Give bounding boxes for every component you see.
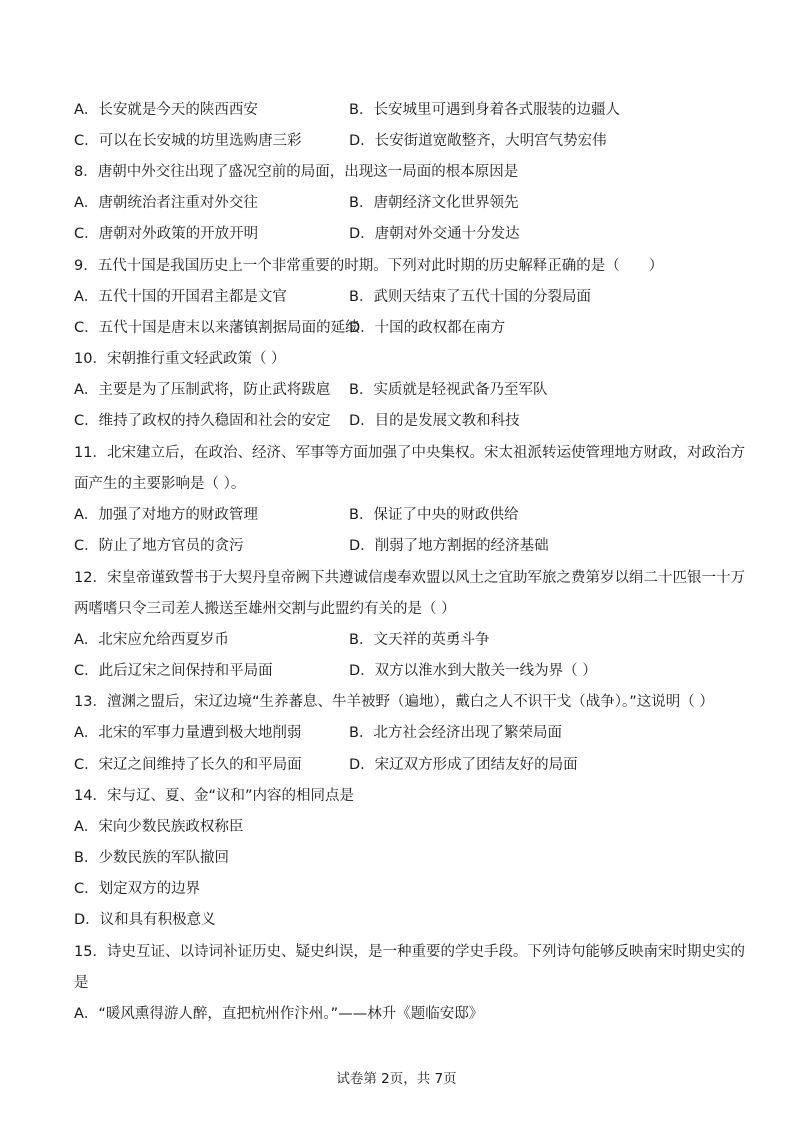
answer-option: B．保证了中央的财政供给	[349, 507, 519, 523]
answer-option: B．北方社会经济出现了繁荣局面	[349, 725, 562, 741]
text-line: 9．五代十国是我国历史上一个非常重要的时期。下列对此时期的历史解释正确的是（ ）	[74, 258, 664, 274]
answer-option: A．北宋应允给西夏岁币	[74, 632, 229, 648]
answer-option: A．北宋的军事力量遭到极大地削弱	[74, 725, 302, 741]
page-footer: 试卷第 2页，共 7页	[336, 1071, 457, 1087]
answer-option: C．五代十国是唐末以来藩镇割据局面的延续	[74, 320, 360, 336]
answer-option: C．维持了政权的持久稳固和社会的安定	[74, 413, 331, 429]
answer-option: C．宋辽之间维持了长久的和平局面	[74, 757, 302, 773]
answer-option: D．长安街道宽敞整齐，大明宫气势宏伟	[349, 133, 607, 149]
answer-option: D．目的是发展文教和科技	[349, 413, 520, 429]
text-line: 11．北宋建立后，在政治、经济、军事等方面加强了中央集权。宋太祖派转运使管理地方财政，对政治方	[74, 445, 745, 461]
text-line: B．少数民族的军队撤回	[74, 850, 229, 866]
text-line: 是	[74, 975, 89, 991]
answer-option: C．防止了地方官员的贪污	[74, 538, 244, 554]
text-line: 13．澶渊之盟后，宋辽边境“生养蕃息、牛羊被野（遍地），戴白之人不识干戈（战争）。”这说明（ ）	[74, 694, 714, 710]
text-line: 8．唐朝中外交往出现了盛况空前的局面，出现这一局面的根本原因是	[74, 164, 519, 180]
text-line: 15．诗史互证、以诗词补证历史、疑史纠误，是一种重要的学史手段。下列诗句能够反映南宋时期史实的	[74, 944, 745, 960]
answer-option: C．此后辽宋之间保持和平局面	[74, 663, 273, 679]
answer-option: D．宋辽双方形成了团结友好的局面	[349, 757, 578, 773]
answer-option: C．唐朝对外政策的开放开明	[74, 226, 259, 242]
text-line: C．划定双方的边界	[74, 881, 201, 897]
answer-option: D．双方以淮水到大散关一线为界（ ）	[349, 663, 597, 679]
answer-option: A．五代十国的开国君主都是文官	[74, 289, 287, 305]
answer-option: D．十国的政权都在南方	[349, 320, 506, 336]
answer-option: B．唐朝经济文化世界领先	[349, 195, 519, 211]
text-line: 面产生的主要影响是（ ）。	[74, 476, 246, 492]
answer-option: A．主要是为了压制武将，防止武将跋扈	[74, 382, 331, 398]
text-line: 两嗜嗜只令三司差人搬送至雄州交割与此盟约有关的是（ ）	[74, 601, 456, 617]
answer-option: A．长安就是今天的陕西西安	[74, 102, 258, 118]
text-line: A．“暖风熏得游人醉，直把杭州作汴州。”——林升《题临安邸》	[74, 1006, 484, 1022]
answer-option: B．长安城里可遇到身着各式服装的边疆人	[349, 102, 620, 118]
answer-option: D．唐朝对外交通十分发达	[349, 226, 520, 242]
answer-option: A．加强了对地方的财政管理	[74, 507, 258, 523]
answer-option: B．武则天结束了五代十国的分裂局面	[349, 289, 591, 305]
text-line: 10．宋朝推行重文轻武政策（ ）	[74, 351, 286, 367]
answer-option: A．唐朝统治者注重对外交往	[74, 195, 258, 211]
answer-option: B．文天祥的英勇斗争	[349, 632, 490, 648]
text-line: 12．宋皇帝谨致誓书于大契丹皇帝阙下共遵诚信虔奉欢盟以风土之宜助军旅之费第岁以绢二十匹银一十万	[74, 570, 745, 586]
text-line: A．宋向少数民族政权称臣	[74, 819, 244, 835]
text-line: 14．宋与辽、夏、金“议和”内容的相同点是	[74, 788, 354, 804]
answer-option: D．削弱了地方割据的经济基础	[349, 538, 549, 554]
answer-option: B．实质就是轻视武备乃至军队	[349, 382, 548, 398]
answer-option: C．可以在长安城的坊里选购唐三彩	[74, 133, 302, 149]
text-line: D．议和具有积极意义	[74, 912, 216, 928]
